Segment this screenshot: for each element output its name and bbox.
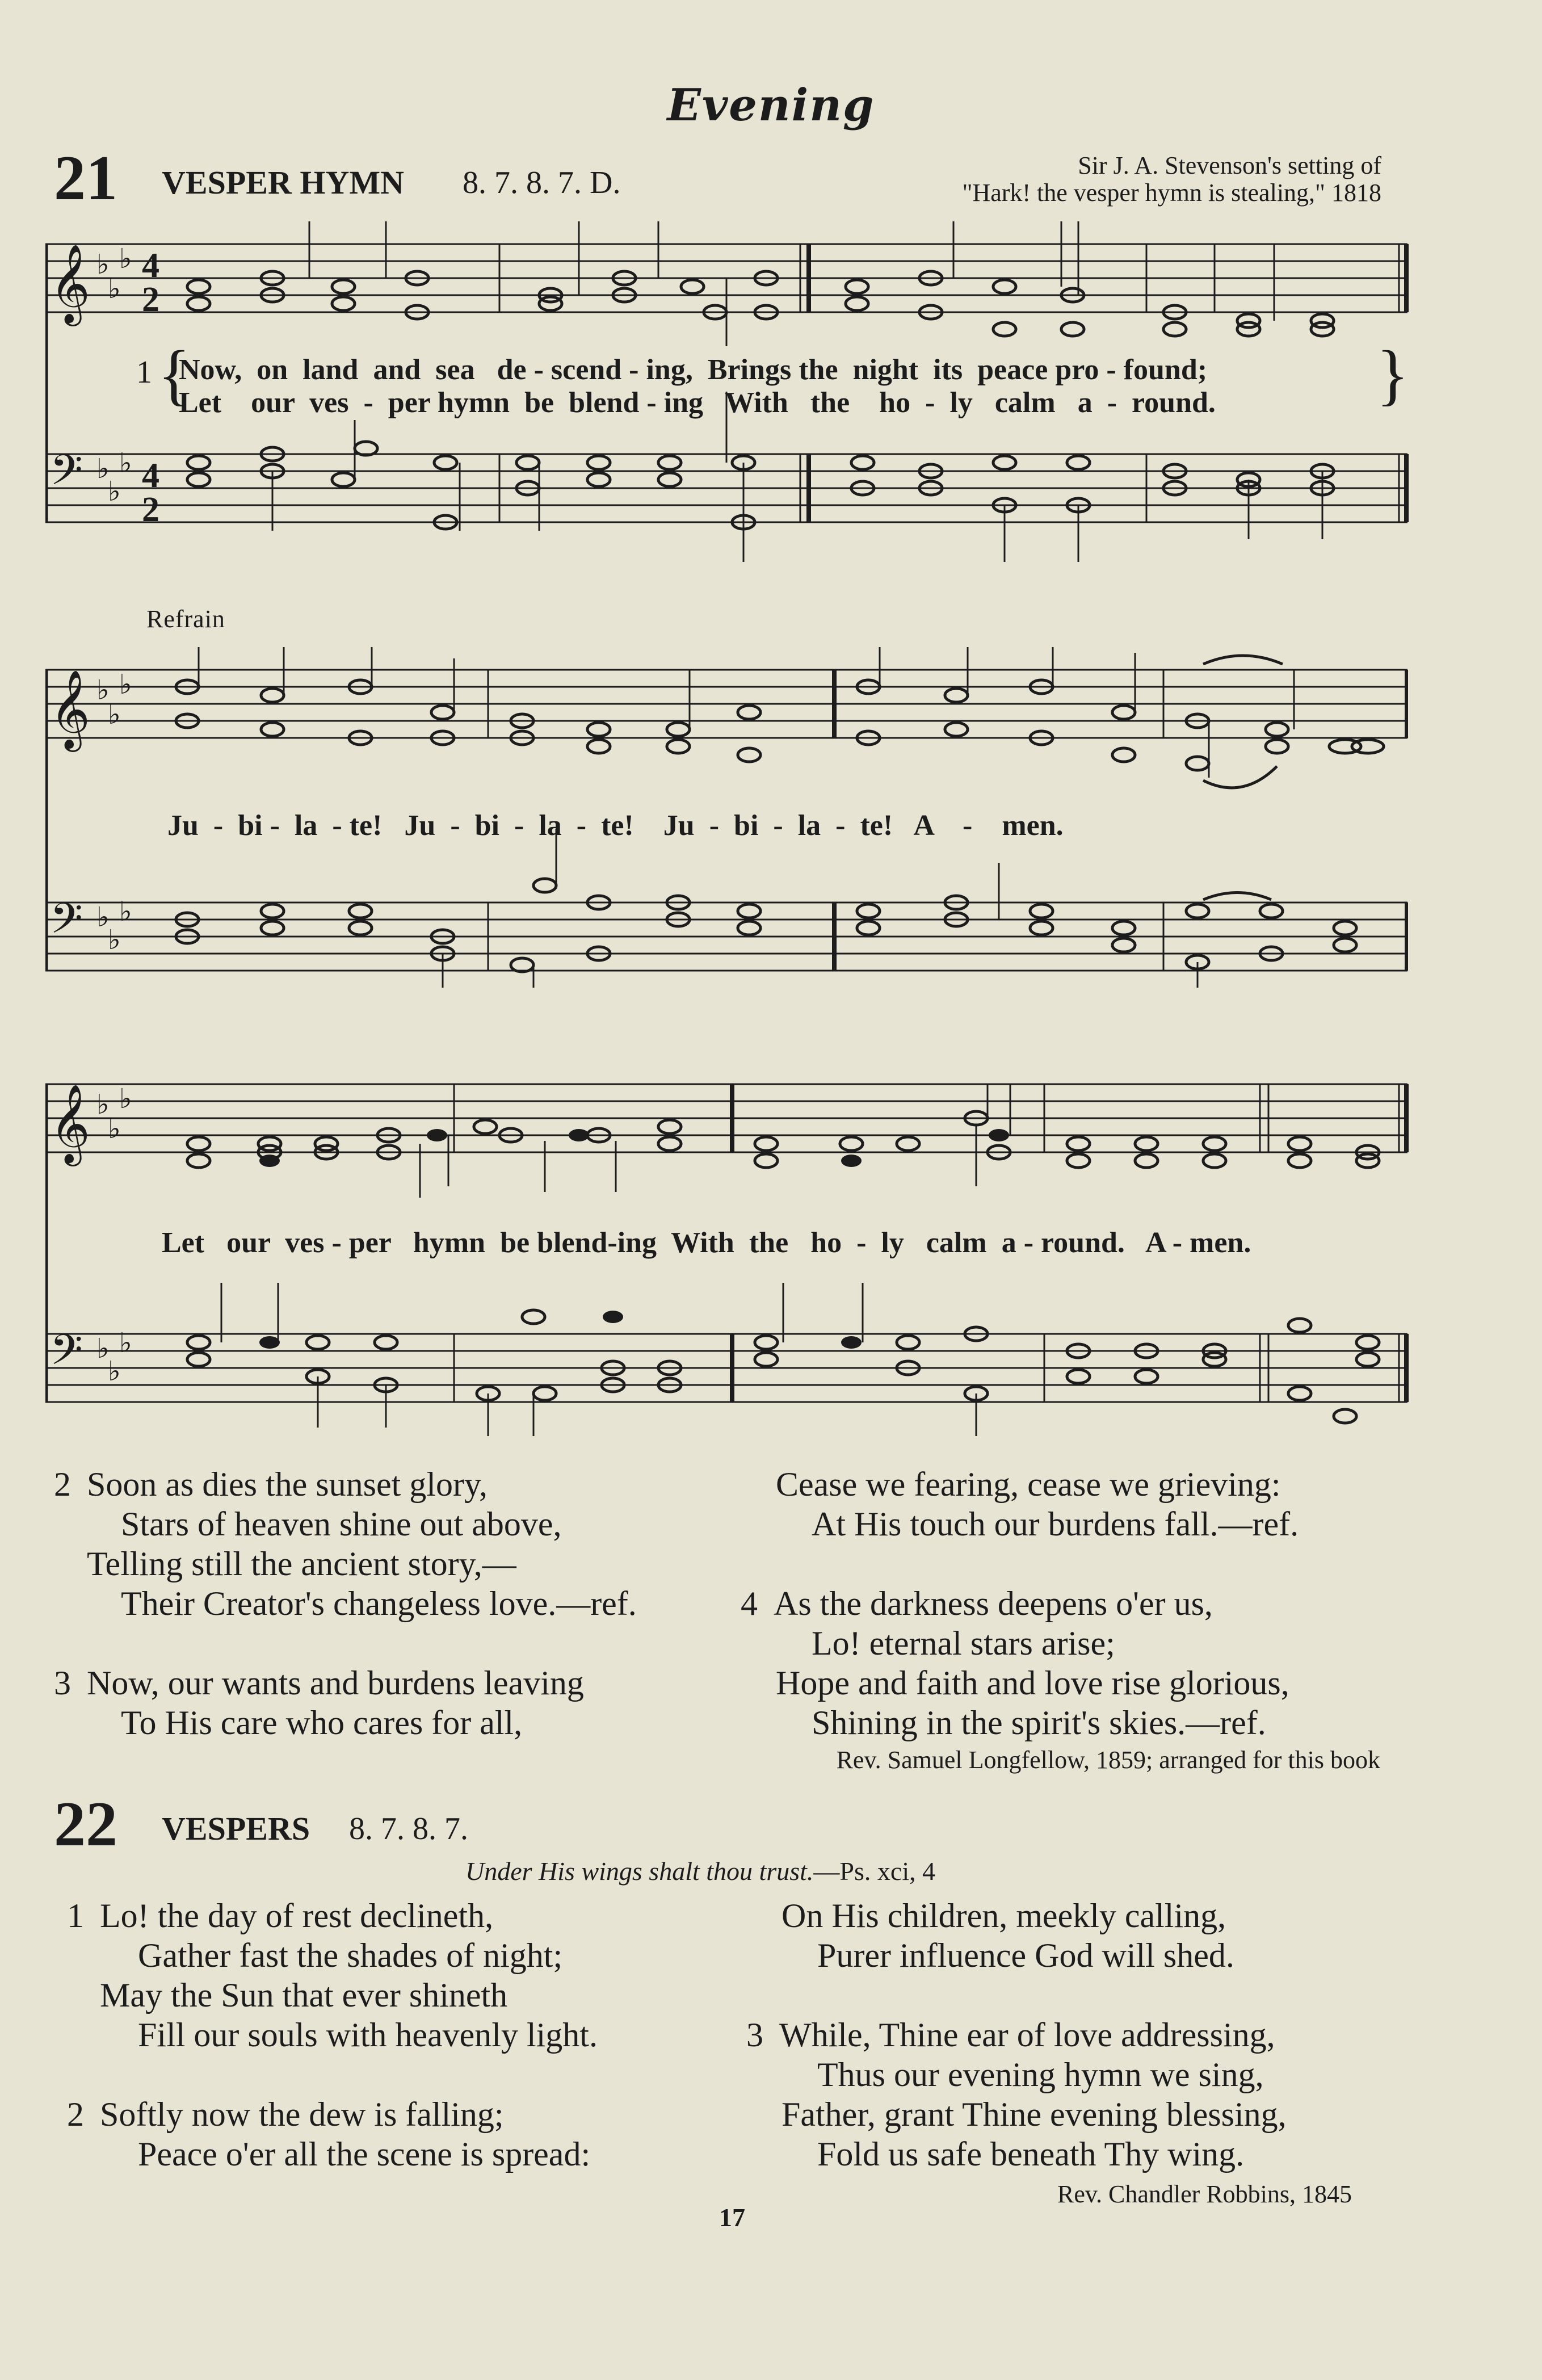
tune-name-21: VESPER HYMN <box>162 164 404 201</box>
verse-number: 2 <box>67 2096 84 2133</box>
verse-line: Telling still the ancient story,— <box>87 1545 516 1583</box>
verse-1-number: 1 <box>136 355 152 390</box>
brace-left: { <box>158 337 191 412</box>
verse-line: Shining in the spirit's skies.—ref. <box>812 1704 1266 1741</box>
svg-text:𝄢: 𝄢 <box>50 446 83 505</box>
svg-text:4: 4 <box>142 456 159 495</box>
svg-text:♭: ♭ <box>119 1083 132 1115</box>
attribution-line-1: Sir J. A. Stevenson's setting of <box>1078 152 1381 179</box>
verse-number: 1 <box>67 1897 84 1934</box>
svg-text:♭: ♭ <box>119 669 132 700</box>
attribution-line-2: "Hark! the vesper hymn is stealing," 1818 <box>962 178 1381 207</box>
svg-text:♭: ♭ <box>108 1113 121 1145</box>
verse-line: To His care who cares for all, <box>121 1704 523 1741</box>
verse-line: Hope and faith and love rise glorious, <box>776 1664 1289 1702</box>
svg-text:♭: ♭ <box>119 447 132 479</box>
refrain-lyrics: Ju - bi - la - te! Ju - bi - la - te! Ju - bi - la - te! A - men. <box>167 809 1064 842</box>
verse-line: 2 Soon as dies the sunset glory, <box>54 1466 488 1503</box>
lyrics-line-2: Let our ves - per hymn be blend - ing With the ho - ly calm a - round. <box>179 387 1216 419</box>
svg-text:♭: ♭ <box>119 1327 132 1359</box>
svg-text:♭: ♭ <box>96 674 110 706</box>
verse-line: Lo! eternal stars arise; <box>812 1625 1115 1662</box>
epigraph-22: Under His wings shalt thou trust.—Ps. xci, 4 <box>465 1857 936 1886</box>
svg-text:2: 2 <box>142 490 159 529</box>
meter-22: 8. 7. 8. 7. <box>349 1811 468 1846</box>
hymn-number-22: 22 <box>54 1789 117 1859</box>
verses-column-right-21 <box>741 1464 1450 1743</box>
verse-line: Stars of heaven shine out above, <box>121 1505 562 1543</box>
verse-number: 4 <box>741 1585 758 1622</box>
verses-column-left-22 <box>67 1896 776 2174</box>
verse-line: Their Creator's changeless love.—ref. <box>121 1585 637 1622</box>
verse-line: On His children, meekly calling, <box>781 1897 1226 1934</box>
verse-number: 3 <box>54 1664 71 1702</box>
page-number: 17 <box>719 2203 745 2232</box>
svg-text:♭: ♭ <box>96 249 110 280</box>
svg-text:♭: ♭ <box>108 273 121 305</box>
verse-line: Peace o'er all the scene is spread: <box>138 2135 591 2173</box>
verse-number: 2 <box>54 1466 71 1503</box>
verse-line: 1 Lo! the day of rest declineth, <box>67 1897 494 1934</box>
svg-text:♭: ♭ <box>108 699 121 731</box>
brace-right: } <box>1376 337 1409 412</box>
verses-column-right-22 <box>746 1896 1456 2174</box>
verse-line: Purer influence God will shed. <box>817 1937 1234 1974</box>
notes-system-3 <box>187 1111 1379 1423</box>
verse-line: Cease we fearing, cease we grieving: <box>776 1466 1281 1503</box>
verse-line: 2 Softly now the dew is falling; <box>67 2096 504 2133</box>
verse-line: 4 As the darkness deepens o'er us, <box>741 1585 1213 1622</box>
time-sig-bottom: 2 <box>142 280 159 319</box>
section-title: Evening <box>667 79 875 131</box>
verses-column-left-21 <box>54 1464 763 1743</box>
attribution-21 <box>962 152 1381 206</box>
hymn-number-21: 21 <box>54 143 117 213</box>
svg-text:♭: ♭ <box>108 476 121 507</box>
verse-line: At His touch our burdens fall.—ref. <box>812 1505 1299 1543</box>
system-3-lyrics: Let our ves - per hymn be blend-ing With the ho - ly calm a - round. A - men. <box>162 1227 1251 1259</box>
meter-21: 8. 7. 8. 7. D. <box>463 165 621 200</box>
credit-21: Rev. Samuel Longfellow, 1859; arranged for this book <box>836 1746 1380 1774</box>
verse-line: May the Sun that ever shineth <box>100 1976 508 2014</box>
svg-text:♭: ♭ <box>119 243 132 275</box>
verse-line: Thus our evening hymn we sing, <box>817 2056 1264 2093</box>
verse-line: Fill our souls with heavenly light. <box>138 2016 598 2054</box>
svg-text:♭: ♭ <box>108 924 121 956</box>
svg-text:♭: ♭ <box>96 453 110 485</box>
svg-text:♭: ♭ <box>96 1089 110 1120</box>
verse-line: Father, grant Thine evening blessing, <box>781 2096 1287 2133</box>
verse-number: 3 <box>746 2016 763 2054</box>
refrain-label: Refrain <box>146 605 225 633</box>
svg-text:𝄢: 𝄢 <box>50 1325 83 1385</box>
credit-22: Rev. Chandler Robbins, 1845 <box>1057 2180 1352 2208</box>
svg-text:𝄞: 𝄞 <box>50 670 90 749</box>
svg-text:♭: ♭ <box>119 896 132 927</box>
svg-text:♭: ♭ <box>96 1333 110 1365</box>
svg-text:♭: ♭ <box>108 1355 121 1387</box>
verse-line: Gather fast the shades of night; <box>138 1937 563 1974</box>
verse-line: 3 While, Thine ear of love addressing, <box>746 2016 1275 2054</box>
time-sig-top: 4 <box>142 246 159 285</box>
tune-name-22: VESPERS <box>162 1810 310 1847</box>
verse-line: 3 Now, our wants and burdens leaving <box>54 1664 584 1702</box>
svg-text:𝄞: 𝄞 <box>50 244 90 323</box>
svg-text:𝄞: 𝄞 <box>50 1084 90 1163</box>
svg-text:𝄢: 𝄢 <box>50 894 83 954</box>
lyrics-line-1: Now, on land and sea de - scend - ing, Brings the night its peace pro - found; <box>179 354 1208 386</box>
svg-text:♭: ♭ <box>96 901 110 933</box>
verse-line: Fold us safe beneath Thy wing. <box>817 2135 1245 2173</box>
